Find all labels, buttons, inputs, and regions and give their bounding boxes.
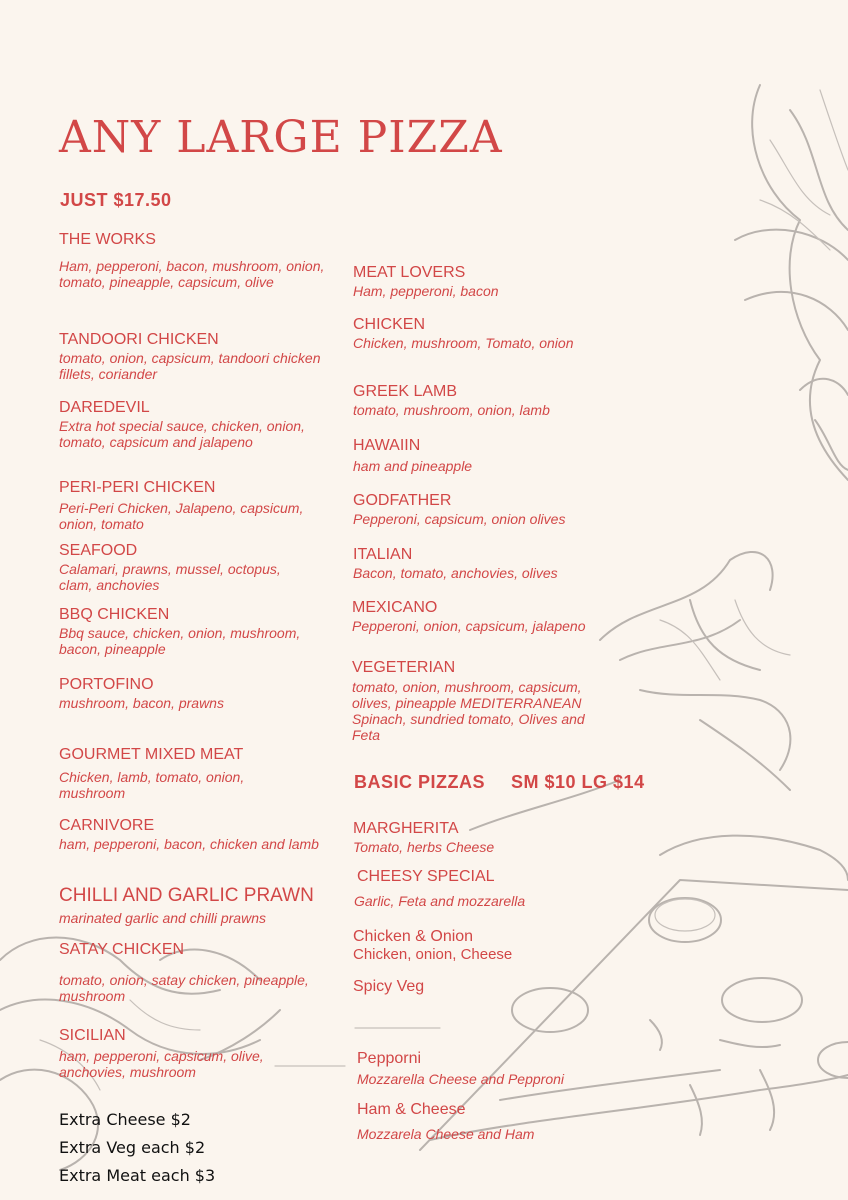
menu-item-desc: tomato, mushroom, onion, lamb bbox=[353, 402, 550, 418]
menu-item-desc: Pepperoni, capsicum, onion olives bbox=[353, 511, 566, 527]
extra-cheese-price: Extra Cheese $2 bbox=[59, 1110, 191, 1129]
menu-item-name: Ham & Cheese bbox=[357, 1101, 466, 1118]
menu-item-name: SEAFOOD bbox=[59, 542, 138, 559]
menu-item-desc: mushroom, bacon, prawns bbox=[59, 695, 224, 711]
menu-item-name: SATAY CHICKEN bbox=[59, 941, 185, 958]
menu-item bbox=[357, 1049, 627, 1087]
menu-item-desc: Chicken, onion, Cheese bbox=[353, 946, 513, 963]
menu-item bbox=[59, 1026, 309, 1080]
menu-item-desc: Tomato, herbs Cheese bbox=[353, 839, 495, 855]
menu-item-name: CHILLI AND GARLIC PRAWN bbox=[59, 885, 314, 906]
menu-item-desc: Ham, pepperoni, bacon bbox=[353, 283, 499, 299]
menu-item bbox=[353, 382, 623, 418]
menu-item-name: GOURMET MIXED MEAT bbox=[59, 746, 244, 763]
menu-item-name: PORTOFINO bbox=[59, 676, 154, 693]
menu-item bbox=[59, 745, 309, 801]
menu-item-name: THE WORKS bbox=[59, 231, 156, 248]
menu-item-name: HAWAIIN bbox=[353, 437, 421, 454]
menu-item-desc: ham and pineapple bbox=[353, 458, 473, 474]
price-subtitle: JUST $17.50 bbox=[60, 190, 172, 210]
menu-item bbox=[353, 436, 623, 474]
menu-item-name: Chicken & Onion bbox=[353, 928, 474, 945]
menu-item-desc: Calamari, prawns, mussel, octopus, clam, anchovies bbox=[59, 561, 281, 593]
extra-veg-price: Extra Veg each $2 bbox=[59, 1138, 206, 1157]
menu-item-desc: ham, pepperoni, capsicum, olive, anchovies, mushroom bbox=[59, 1048, 264, 1080]
basic-pizzas-heading bbox=[354, 772, 645, 793]
menu-item bbox=[59, 330, 329, 382]
menu-item bbox=[59, 478, 309, 532]
menu-item-name: MEXICANO bbox=[352, 599, 438, 616]
menu-item-desc: Bbq sauce, chicken, onion, mushroom, bacon, pineapple bbox=[59, 625, 301, 657]
menu-item bbox=[353, 927, 623, 963]
menu-item-name: Spicy Veg bbox=[353, 978, 425, 995]
menu-item-name: ITALIAN bbox=[353, 546, 413, 563]
menu-item-desc: Peri-Peri Chicken, Jalapeno, capsicum, onion, tomato bbox=[59, 500, 304, 532]
menu-item-desc: Chicken, lamb, tomato, onion, mushroom bbox=[59, 769, 245, 801]
menu-item-desc: ham, pepperoni, bacon, chicken and lamb bbox=[59, 836, 319, 852]
menu-item-desc: Extra hot special sauce, chicken, onion, tomato, capsicum and jalapeno bbox=[59, 418, 305, 450]
extra-meat-price: Extra Meat each $3 bbox=[59, 1166, 216, 1185]
menu-item bbox=[353, 491, 623, 527]
menu-item-name: SICILIAN bbox=[59, 1027, 126, 1044]
menu-item bbox=[352, 598, 602, 634]
menu-item-desc: Pepperoni, onion, capsicum, jalapeno bbox=[352, 618, 586, 634]
menu-item bbox=[352, 658, 602, 743]
menu-item-desc: Chicken, mushroom, Tomato, onion bbox=[353, 335, 574, 351]
extras-list bbox=[59, 1106, 215, 1190]
menu-item-name: Pepporni bbox=[357, 1050, 422, 1067]
menu-item-desc: tomato, onion, mushroom, capsicum, olives, pineapple MEDITERRANEAN Spinach, sundried tomato, Olives and Feta bbox=[352, 679, 585, 743]
menu-item-name: DAREDEVIL bbox=[59, 399, 150, 416]
leaf-ornament-top-right-icon bbox=[735, 85, 848, 480]
menu-item-name: MEAT LOVERS bbox=[353, 264, 466, 281]
menu-item-desc: marinated garlic and chilli prawns bbox=[59, 910, 266, 926]
basic-pizzas-title: BASIC PIZZAS bbox=[354, 772, 486, 792]
menu-item bbox=[353, 977, 623, 997]
menu-item-name: MARGHERITA bbox=[353, 820, 459, 837]
menu-item-desc: tomato, onion, capsicum, tandoori chicken fillets, coriander bbox=[59, 350, 321, 382]
menu-item bbox=[59, 230, 329, 290]
menu-item bbox=[59, 541, 309, 593]
menu-item bbox=[59, 605, 329, 657]
menu-item-desc: Bacon, tomato, anchovies, olives bbox=[353, 565, 558, 581]
menu-item bbox=[59, 940, 309, 1004]
menu-item-desc: Ham, pepperoni, bacon, mushroom, onion, tomato, pineapple, capsicum, olive bbox=[59, 258, 325, 290]
menu-item bbox=[59, 398, 309, 450]
menu-item-desc: Mozzarela Cheese and Ham bbox=[357, 1126, 535, 1142]
menu-item-desc: Garlic, Feta and mozzarella bbox=[354, 893, 526, 909]
menu-item-name: GREEK LAMB bbox=[353, 383, 458, 400]
menu-item-name: CHICKEN bbox=[353, 316, 426, 333]
menu-item-name: BBQ CHICKEN bbox=[59, 606, 170, 623]
menu-item bbox=[59, 886, 329, 926]
menu-item-desc: tomato, onion, satay chicken, pineapple, mushroom bbox=[59, 972, 309, 1004]
page-title: ANY LARGE PIZZA bbox=[59, 112, 503, 163]
menu-item-name: VEGETERIAN bbox=[352, 659, 456, 676]
menu-item-name: GODFATHER bbox=[353, 492, 452, 509]
menu-item bbox=[353, 819, 623, 855]
menu-item-name: CARNIVORE bbox=[59, 817, 155, 834]
menu-item-name: TANDOORI CHICKEN bbox=[59, 331, 219, 348]
menu-item bbox=[353, 315, 603, 351]
menu-item bbox=[59, 675, 329, 711]
basic-pizzas-price: SM $10 LG $14 bbox=[511, 772, 645, 792]
menu-item bbox=[59, 816, 329, 852]
menu-item-desc: Mozzarella Cheese and Pepproni bbox=[357, 1071, 565, 1087]
menu-item bbox=[354, 867, 624, 909]
menu-item bbox=[357, 1100, 627, 1142]
menu-item-name: PERI-PERI CHICKEN bbox=[59, 479, 216, 496]
menu-item-name: CHEESY SPECIAL bbox=[357, 868, 495, 885]
menu-item bbox=[353, 263, 623, 299]
menu-item bbox=[353, 545, 623, 581]
